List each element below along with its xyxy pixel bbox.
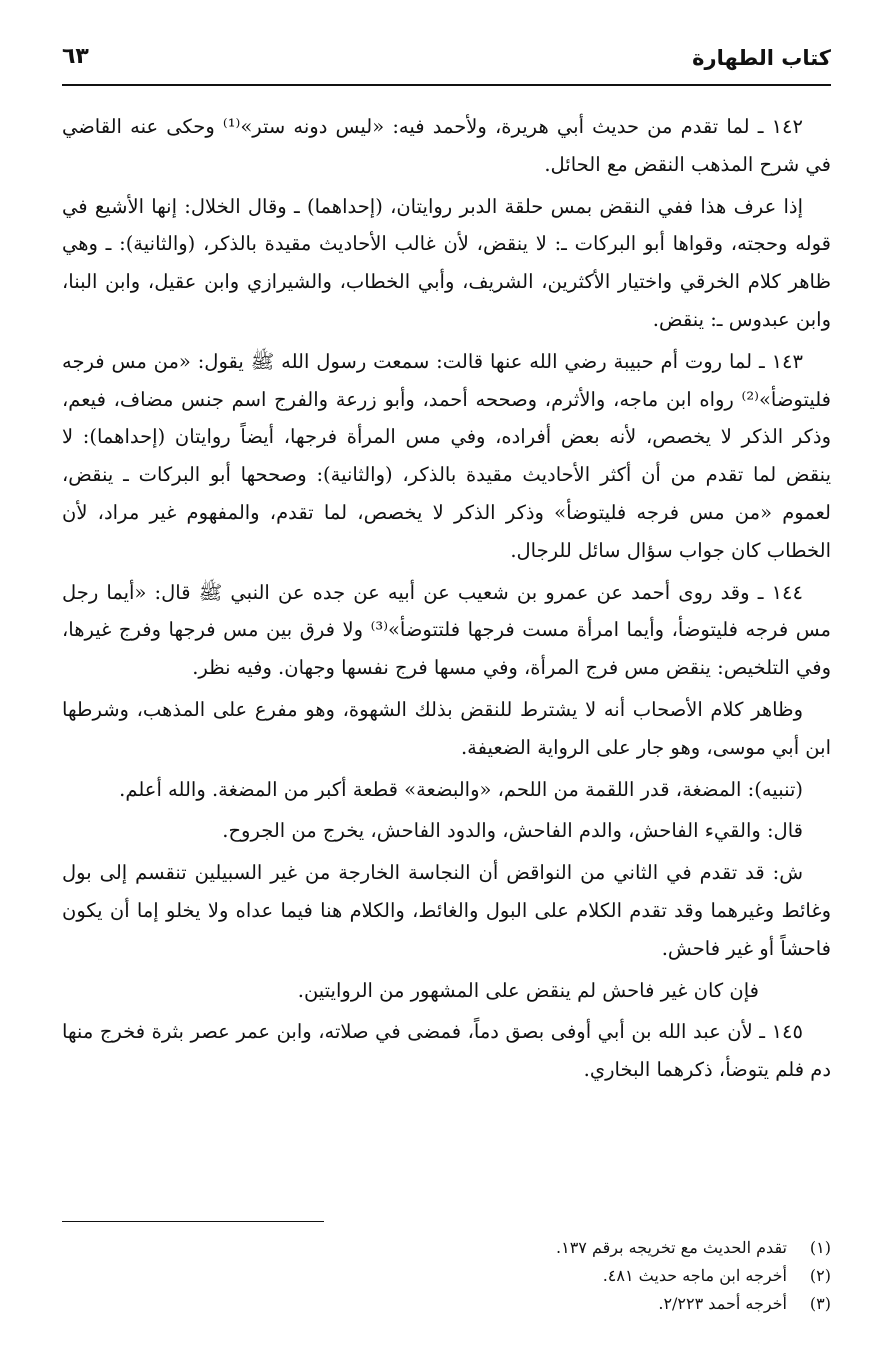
page-header bbox=[62, 38, 831, 86]
footnotes bbox=[62, 1234, 831, 1318]
paragraph-sharh: ش: قد تقدم في الثاني من النواقض أن النجاسة الخارجة من غير السبيلين تنقسم إلى بول وغائط وغيرهما وقد تقدم الكلام على البول والغائط، والكلام هنا فيما عداه ولا يخلو إما أن يكون فاحشاً أو غير فاحش. bbox=[62, 861, 831, 960]
paragraph-144: ١٤٤ ـ وقد روى أحمد عن عمرو بن شعيب عن أبيه عن جده عن النبي ﷺ قال: «أيما رجل مس فرجه فليتوضأ، وأيما امرأة مست فرجها فلتتوضأ»⁽³⁾ ولا فرق بين مس فرجها وفرج غيرها، وفي التلخيص: ينقض مس فرج المرأة، وفي مسها فرج نفسها وجهان. وفيه نظر. bbox=[62, 580, 831, 680]
body-text bbox=[62, 108, 831, 1093]
paragraph-142: ١٤٢ ـ لما تقدم من حديث أبي هريرة، ولأحمد فيه: «ليس دونه ستر»⁽¹⁾ وحكى عنه القاضي في شرح المذهب النقض مع الحائل. bbox=[62, 115, 831, 176]
paragraph-143: ١٤٣ ـ لما روت أم حبيبة رضي الله عنها قالت: سمعت رسول الله ﷺ يقول: «من مس فرجه فليتوضأ»⁽²⁾ رواه ابن ماجه، والأثرم، وصححه أحمد، وأبو زرعة والفرج اسم جنس مضاف، فيعم، وذكر الذكر لا يخصص، لأنه بعض أفراده، وفي مس المرأة فرجها، أيضاً روايتان (إحداهما): لا ينقض لما تقدم من أن أكثر الأحاديث مقيدة بالذكر، (والثانية): وصححها أبو البركات ـ ينقض، لعموم «من مس فرجه فليتوضأ» وذكر الذكر لا يخصص، لما تقدم، والمفهوم غير مراد، لأن الخطاب كان جواب سؤال سائل للرجال. bbox=[62, 349, 831, 562]
page-number: ٦٣ bbox=[62, 44, 89, 69]
paragraph-145: ١٤٥ ـ لأن عبد الله بن أبي أوفى بصق دماً، فمضى في صلاته، وابن عمر عصر بثرة فخرج منها دم فلم يتوضأ، ذكرهما البخاري. bbox=[62, 1020, 831, 1082]
footnote-mark: (٣) bbox=[809, 1294, 831, 1313]
footnote bbox=[62, 1234, 831, 1262]
footnote-mark: (١) bbox=[809, 1238, 831, 1257]
footnote-text: تقدم الحديث مع تخريجه برقم ١٣٧. bbox=[556, 1238, 787, 1257]
paragraph: إذا عرف هذا ففي النقض بمس حلقة الدبر روايتان، (إحداهما) ـ وقال الخلال: إنها الأشيع في قوله وحجته، وقواها أبو البركات ـ: لا ينقض، لأن غالب الأحاديث مقيدة بالذكر، (والثانية): ـ وهي ظاهر كلام الخرقي واختيار الأكثرين، الشريف، وأبي الخطاب، والشيرازي وابن عقيل، وابن البنا، وابن عبدوس ـ: ينقض. bbox=[62, 194, 831, 331]
paragraph-matn: قال: والقيء الفاحش، والدم الفاحش، والدود الفاحش، يخرج من الجروح. bbox=[222, 819, 803, 843]
paragraph-tanbih: (تنبيه): المضغة، قدر اللقمة من اللحم، «والبضعة» قطعة أكبر من المضغة. والله أعلم. bbox=[119, 777, 803, 801]
footnote-mark: (٢) bbox=[809, 1266, 831, 1285]
running-title: كتاب الطهارة bbox=[692, 46, 831, 70]
footnote-rule bbox=[62, 1221, 324, 1222]
paragraph: فإن كان غير فاحش لم ينقض على المشهور من الروايتين. bbox=[297, 978, 759, 1002]
footnote bbox=[62, 1290, 831, 1318]
footnote bbox=[62, 1262, 831, 1290]
header-rule bbox=[62, 84, 831, 86]
footnote-text: أخرجه أحمد ٢/٢٢٣. bbox=[658, 1294, 787, 1313]
footnote-text: أخرجه ابن ماجه حديث ٤٨١. bbox=[602, 1266, 787, 1285]
paragraph: وظاهر كلام الأصحاب أنه لا يشترط للنقض بذلك الشهوة، وهو مفرع على المذهب، وشرطها ابن أبي موسى، وهو جار على الرواية الضعيفة. bbox=[62, 697, 831, 759]
